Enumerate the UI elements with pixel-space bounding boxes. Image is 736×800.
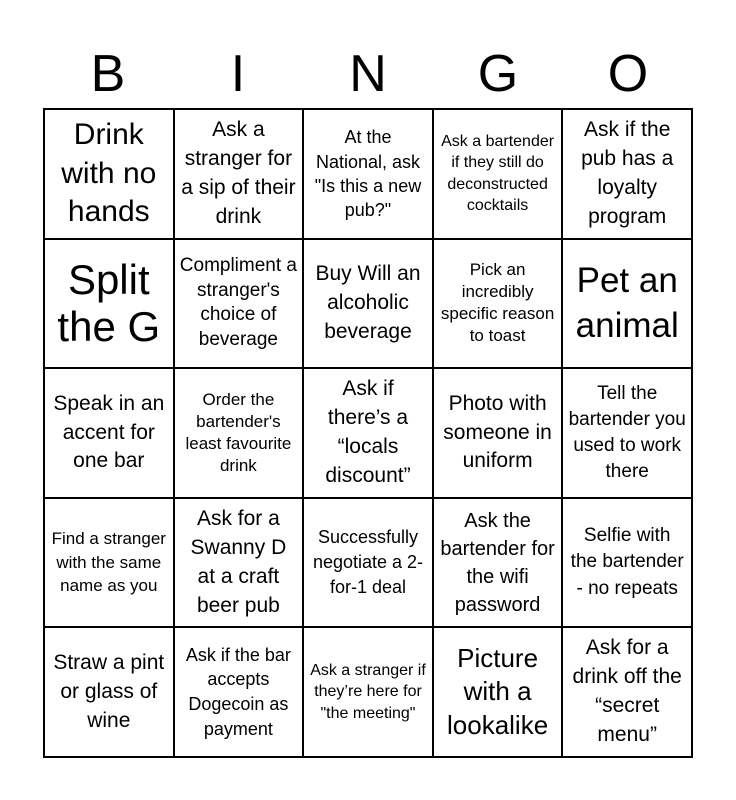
bingo-cell[interactable]: Drink with no hands xyxy=(45,110,175,240)
bingo-cell[interactable]: Successfully negotiate a 2-for-1 deal xyxy=(304,499,434,629)
header-letter-g: G xyxy=(477,45,519,103)
bingo-cell[interactable]: Split the G xyxy=(45,240,175,370)
bingo-cell[interactable]: Photo with someone in uniform xyxy=(434,369,564,499)
bingo-cell[interactable]: Pet an animal xyxy=(563,240,693,370)
bingo-cell[interactable]: Pick an incredibly specific reason to toast xyxy=(434,240,564,370)
bingo-cell[interactable]: Ask if the bar accepts Dogecoin as payment xyxy=(175,628,305,758)
bingo-cell[interactable]: Selfie with the bartender - no repeats xyxy=(563,499,693,629)
bingo-board xyxy=(43,108,693,758)
bingo-cell[interactable]: Ask for a drink off the “secret menu” xyxy=(563,628,693,758)
header-letter-i: I xyxy=(230,45,246,103)
bingo-cell[interactable]: Find a stranger with the same name as you xyxy=(45,499,175,629)
header-letter-o: O xyxy=(607,45,649,103)
bingo-cell[interactable]: Ask a stranger for a sip of their drink xyxy=(175,110,305,240)
bingo-cell[interactable]: Straw a pint or glass of wine xyxy=(45,628,175,758)
bingo-cell[interactable]: Compliment a stranger's choice of beverage xyxy=(175,240,305,370)
bingo-cell[interactable]: At the National, ask "Is this a new pub?" xyxy=(304,110,434,240)
bingo-cell[interactable]: Ask if the pub has a loyalty program xyxy=(563,110,693,240)
bingo-cell[interactable]: Tell the bartender you used to work there xyxy=(563,369,693,499)
bingo-cell[interactable]: Order the bartender's least favourite drink xyxy=(175,369,305,499)
bingo-cell[interactable]: Picture with a lookalike xyxy=(434,628,564,758)
bingo-cell[interactable]: Ask a stranger if they’re here for "the meeting" xyxy=(304,628,434,758)
header-letter-b: B xyxy=(90,45,126,103)
bingo-cell[interactable]: Speak in an accent for one bar xyxy=(45,369,175,499)
bingo-cell[interactable]: Ask a bartender if they still do deconstructed cocktails xyxy=(434,110,564,240)
bingo-cell[interactable]: Ask the bartender for the wifi password xyxy=(434,499,564,629)
bingo-header xyxy=(43,40,693,108)
bingo-cell[interactable]: Ask for a Swanny D at a craft beer pub xyxy=(175,499,305,629)
bingo-cell[interactable]: Ask if there’s a “locals discount” xyxy=(304,369,434,499)
header-letter-n: N xyxy=(349,45,387,103)
bingo-cell[interactable]: Buy Will an alcoholic beverage xyxy=(304,240,434,370)
